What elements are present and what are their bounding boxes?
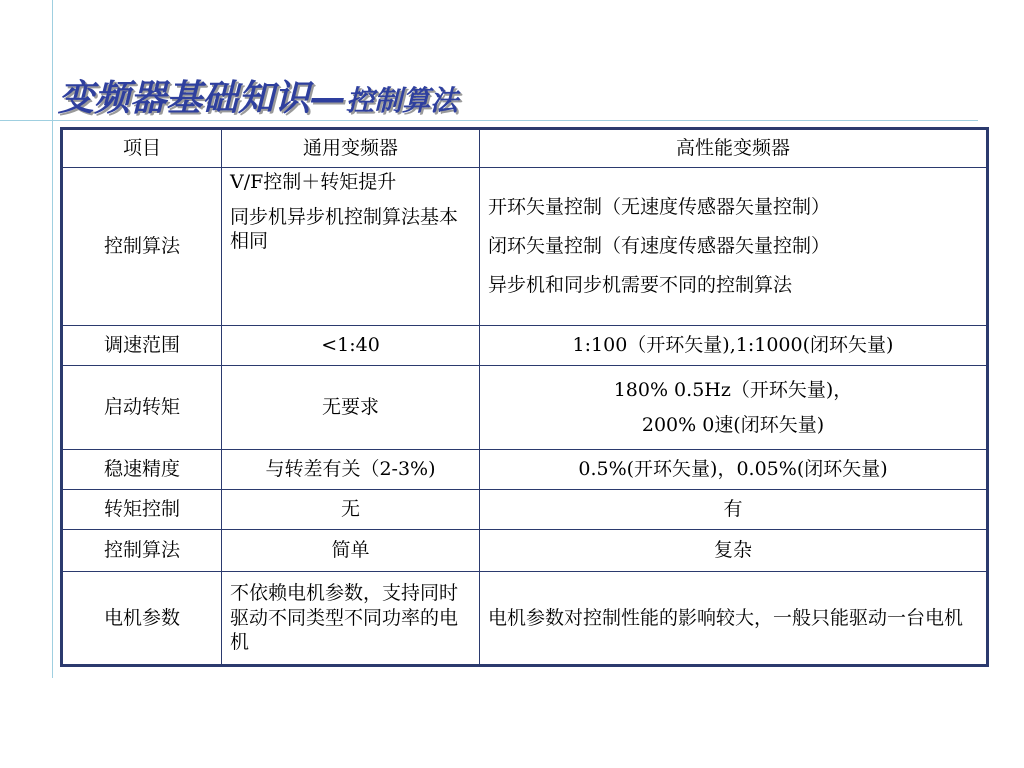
cell-line: 闭环矢量控制（有速度传感器矢量控制）	[488, 235, 831, 258]
table-row	[62, 326, 988, 366]
high-performance-cell: 电机参数对控制性能的影响较大，一般只能驱动一台电机	[480, 572, 988, 666]
general-cell: 简单	[222, 530, 480, 572]
high-performance-cell: 复杂	[480, 530, 988, 572]
slide-title-main: 变频器基础知识—	[58, 78, 347, 119]
table-row	[62, 366, 988, 450]
table-row	[62, 530, 988, 572]
cell-line: 180% 0.5Hz（开环矢量)，	[613, 378, 853, 401]
cell-line: 异步机和同步机需要不同的控制算法	[488, 273, 793, 296]
cell-line: V/F控制＋转矩提升	[230, 171, 397, 193]
row-label: 启动转矩	[62, 366, 222, 450]
general-cell	[222, 168, 480, 326]
table-row	[62, 490, 988, 530]
general-cell: 与转差有关（2-3%)	[222, 450, 480, 490]
row-label: 电机参数	[62, 572, 222, 666]
high-performance-cell	[480, 366, 988, 450]
row-label: 稳速精度	[62, 450, 222, 490]
row-label: 控制算法	[62, 530, 222, 572]
high-performance-cell: 0.5%(开环矢量)，0.05%(闭环矢量)	[480, 450, 988, 490]
table-header-row	[62, 129, 988, 168]
high-performance-cell	[480, 168, 988, 326]
comparison-table	[60, 127, 989, 667]
header-item: 项目	[62, 129, 222, 168]
high-performance-cell: 有	[480, 490, 988, 530]
row-label: 转矩控制	[62, 490, 222, 530]
general-cell: 不依赖电机参数，支持同时驱动不同类型不同功率的电机	[222, 572, 480, 666]
general-cell: <1:40	[222, 326, 480, 366]
row-label: 调速范围	[62, 326, 222, 366]
cell-line: 开环矢量控制（无速度传感器矢量控制）	[488, 196, 831, 219]
high-performance-cell: 1:100（开环矢量),1:1000(闭环矢量)	[480, 326, 988, 366]
decorative-vertical-line	[52, 0, 53, 678]
table-row	[62, 450, 988, 490]
general-cell: 无要求	[222, 366, 480, 450]
general-cell: 无	[222, 490, 480, 530]
header-high-performance: 高性能变频器	[480, 129, 988, 168]
slide-title	[58, 70, 458, 121]
slide-title-sub: 控制算法	[346, 84, 459, 117]
cell-line: 同步机异步机控制算法基本相同	[230, 205, 459, 253]
table-row	[62, 168, 988, 326]
table-row	[62, 572, 988, 666]
cell-line: 200% 0速(闭环矢量)	[641, 413, 825, 436]
row-label: 控制算法	[62, 168, 222, 326]
header-general: 通用变频器	[222, 129, 480, 168]
